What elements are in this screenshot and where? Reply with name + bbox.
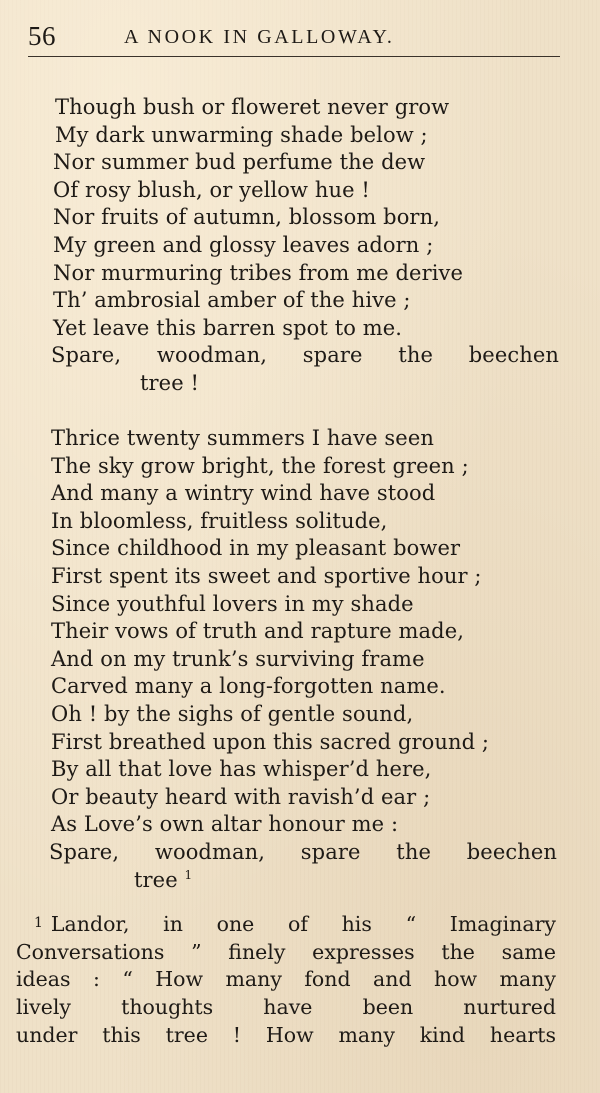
running-head bbox=[28, 18, 560, 54]
verse-line: tree ! bbox=[140, 371, 200, 395]
footnote-reference[interactable]: 1 bbox=[184, 867, 193, 882]
verse-line: Nor fruits of autumn, blossom born, bbox=[53, 205, 440, 230]
verse-line: My green and glossy leaves adorn ; bbox=[53, 233, 434, 257]
footnote-line: ideas : “ How many fond and how many bbox=[16, 967, 556, 992]
verse-line: Since childhood in my pleasant bower bbox=[51, 536, 461, 561]
verse-line: Their vows of truth and rapture made, bbox=[51, 619, 465, 644]
header-rule bbox=[28, 56, 560, 57]
footnote-text: Landor, in one of his “ Imaginary bbox=[50, 912, 556, 936]
verse-line: Spare, woodman, spare the beechen bbox=[49, 840, 557, 864]
footnote-line: under this tree ! How many kind hearts bbox=[16, 1022, 556, 1047]
verse-line: Or beauty heard with ravish’d ear ; bbox=[51, 784, 431, 809]
footnote bbox=[16, 910, 556, 1050]
verse-line: Nor murmuring tribes from me derive bbox=[53, 260, 464, 285]
verse-line: First breathed upon this sacred ground ; bbox=[51, 729, 490, 754]
verse-line: By all that love has whisper’d here, bbox=[51, 757, 432, 782]
footnote-marker: 1 bbox=[34, 915, 43, 931]
verse-line-with-footnote bbox=[134, 867, 192, 895]
footnote-line: lively thoughts have been nurtured bbox=[16, 995, 556, 1020]
verse-line: Oh ! by the sighs of gentle sound, bbox=[51, 702, 414, 726]
verse-line: In bloomless, fruitless solitude, bbox=[51, 508, 388, 533]
verse-line: Thrice twenty summers I have seen bbox=[51, 426, 434, 450]
verse-text: tree bbox=[134, 867, 178, 892]
verse-line: Though bush or floweret never grow bbox=[55, 95, 450, 119]
verse-line: The sky grow bright, the forest green ; bbox=[51, 453, 469, 478]
footnote-line bbox=[16, 910, 556, 939]
verse-line: And many a wintry wind have stood bbox=[51, 481, 436, 506]
verse-line: As Love’s own altar honour me : bbox=[51, 812, 399, 837]
verse-line: First spent its sweet and sportive hour ; bbox=[51, 564, 482, 588]
running-title: A NOOK IN GALLOWAY. bbox=[124, 26, 395, 48]
verse-line: My dark unwarming shade below ; bbox=[55, 122, 428, 147]
verse-line: Spare, woodman, spare the beechen bbox=[51, 343, 559, 368]
footnote-line: Conversations ” finely expresses the same bbox=[16, 939, 556, 964]
verse-line: Nor summer bud perfume the dew bbox=[53, 150, 426, 175]
verse-line: Th’ ambrosial amber of the hive ; bbox=[53, 288, 411, 313]
page-number: 56 bbox=[28, 21, 56, 51]
verse-line: Since youthful lovers in my shade bbox=[51, 591, 414, 616]
verse-line: Yet leave this barren spot to me. bbox=[53, 315, 403, 340]
verse-line: Of rosy blush, or yellow hue ! bbox=[53, 177, 370, 202]
verse-line: Carved many a long-forgotten name. bbox=[51, 674, 446, 699]
verse-line: And on my trunk’s surviving frame bbox=[51, 646, 425, 671]
